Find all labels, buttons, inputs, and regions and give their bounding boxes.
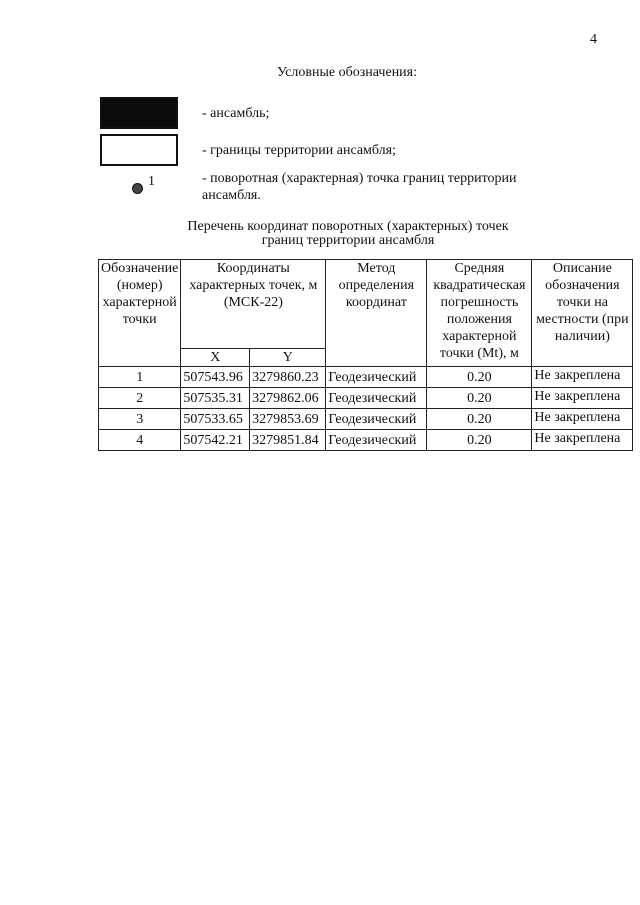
table-row	[99, 388, 633, 409]
table-row	[99, 430, 633, 451]
header-method: Метод определения координат	[326, 260, 427, 367]
table-title-line-1: Перечень координат поворотных (характерных) точек	[187, 219, 509, 234]
page-number: 4	[590, 32, 597, 47]
cell-y: 3279862.06	[250, 388, 326, 409]
cell-error: 0.20	[427, 388, 532, 409]
table-row	[99, 367, 633, 388]
cell-error: 0.20	[427, 409, 532, 430]
legend-label-turning-point: - поворотная (характерная) точка границ территории ансамбля.	[202, 171, 517, 203]
boundary-swatch	[100, 134, 178, 166]
header-x: X	[181, 349, 250, 367]
legend-item-boundary	[100, 134, 396, 166]
table-row	[99, 409, 633, 430]
turning-point-marker-label: 1	[148, 174, 155, 189]
legend-label-ensemble: - ансамбль;	[202, 106, 270, 121]
cell-y: 3279851.84	[250, 430, 326, 451]
header-point-number: Обозначение (номер) характерной точки	[99, 260, 181, 367]
table-title-line-2: границ территории ансамбля	[261, 233, 435, 248]
header-coordinates: Координаты характерных точек, м (МСК-22)	[181, 260, 326, 349]
turning-point-marker-icon	[132, 183, 143, 194]
cell-error: 0.20	[427, 430, 532, 451]
cell-y: 3279853.69	[250, 409, 326, 430]
ensemble-swatch	[100, 97, 178, 129]
cell-y: 3279860.23	[250, 367, 326, 388]
cell-point-number: 4	[99, 430, 181, 451]
cell-point-number: 1	[99, 367, 181, 388]
cell-point-number: 2	[99, 388, 181, 409]
cell-description: Не закреплена	[532, 367, 633, 388]
legend-label-boundary: - границы территории ансамбля;	[202, 143, 396, 158]
header-description: Описание обозначения точки на местности (при наличии)	[532, 260, 633, 367]
cell-x: 507533.65	[181, 409, 250, 430]
table-title	[0, 220, 640, 248]
header-error: Средняя квадратическая погрешность положения характерной точки (Mt), м	[427, 260, 532, 367]
legend-title: Условные обозначения:	[276, 65, 418, 80]
legend-item-ensemble	[100, 97, 270, 129]
cell-description: Не закреплена	[532, 409, 633, 430]
cell-error: 0.20	[427, 367, 532, 388]
cell-description: Не закреплена	[532, 388, 633, 409]
cell-method: Геодезический	[326, 367, 427, 388]
cell-method: Геодезический	[326, 388, 427, 409]
cell-description: Не закреплена	[532, 430, 633, 451]
cell-method: Геодезический	[326, 430, 427, 451]
cell-x: 507535.31	[181, 388, 250, 409]
cell-method: Геодезический	[326, 409, 427, 430]
coordinates-table	[98, 259, 633, 451]
cell-x: 507542.21	[181, 430, 250, 451]
cell-point-number: 3	[99, 409, 181, 430]
cell-x: 507543.96	[181, 367, 250, 388]
header-y: Y	[250, 349, 326, 367]
